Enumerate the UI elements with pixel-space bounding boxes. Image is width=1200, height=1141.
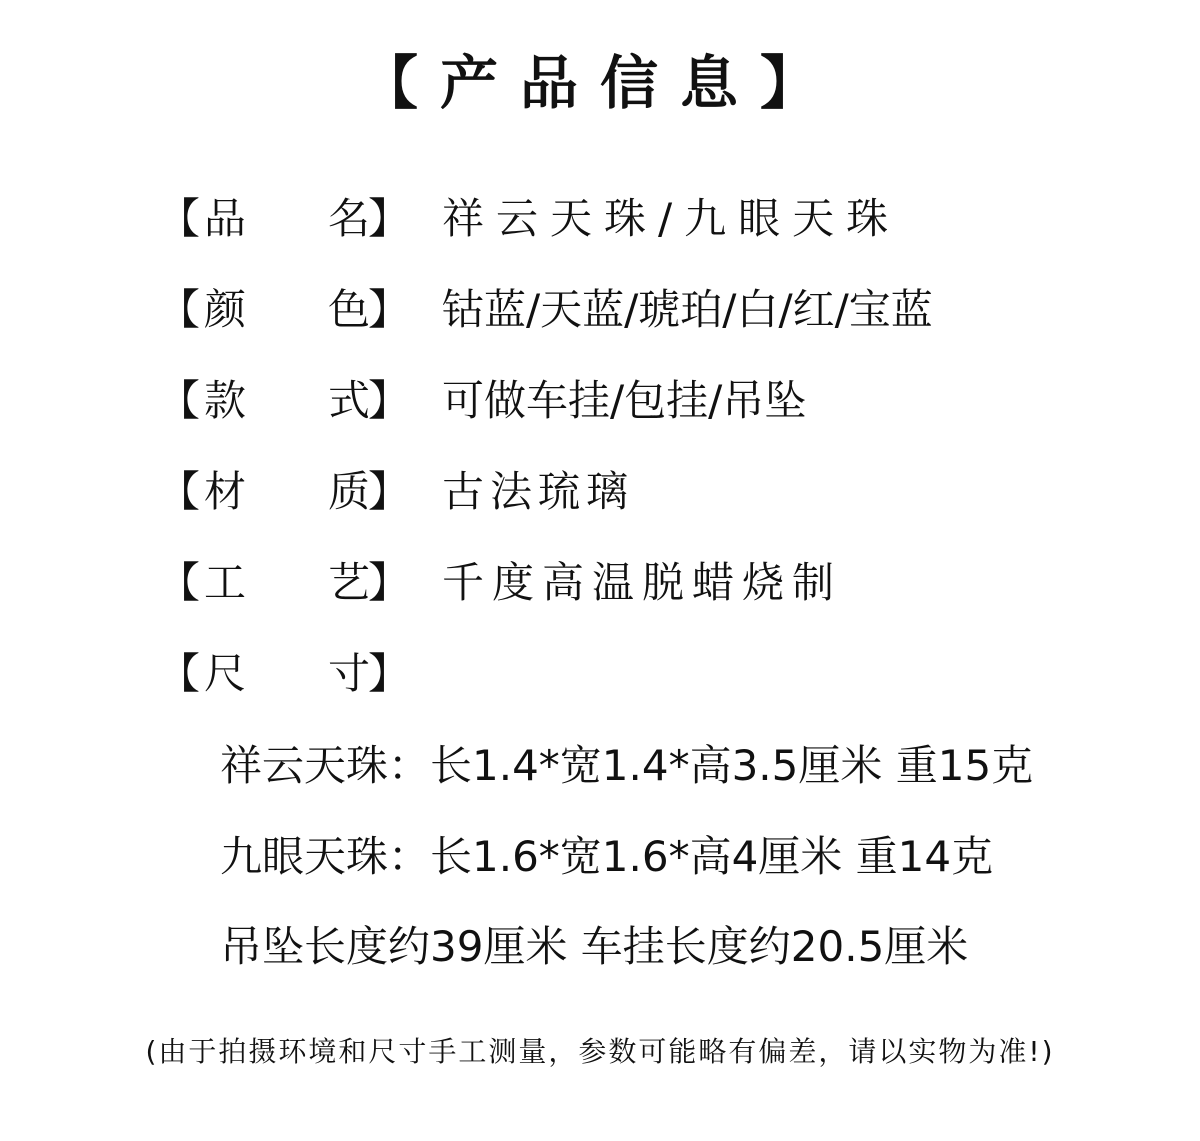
info-row-name xyxy=(158,190,901,250)
info-label xyxy=(158,190,418,250)
label-char-1: 颜 xyxy=(204,285,247,334)
label-char-1: 品 xyxy=(204,194,247,243)
disclaimer-note: (由于拍摄环境和尺寸手工测量，参数可能略有偏差，请以实物为准!) xyxy=(145,1035,1055,1068)
label-char-1: 工 xyxy=(204,558,247,607)
bracket-close: 】 xyxy=(368,467,411,516)
info-label xyxy=(158,372,418,432)
info-row-style xyxy=(158,372,807,432)
label-char-2: 式 xyxy=(328,376,371,425)
info-row-material xyxy=(158,463,635,523)
info-value-craft: 千度高温脱蜡烧制 xyxy=(442,558,843,607)
bracket-open: 【 xyxy=(158,649,201,698)
bracket-close: 】 xyxy=(368,558,411,607)
label-char-1: 材 xyxy=(204,467,247,516)
info-label xyxy=(158,281,418,341)
info-row-size xyxy=(158,645,418,705)
bracket-close: 】 xyxy=(368,376,411,425)
bracket-open: 【 xyxy=(158,194,201,243)
label-char-2: 色 xyxy=(328,285,371,334)
info-label xyxy=(158,463,418,523)
bracket-open: 【 xyxy=(158,558,201,607)
info-value-material: 古法琉璃 xyxy=(442,467,635,516)
bracket-close: 】 xyxy=(368,194,411,243)
page-title: 【产品信息】 xyxy=(359,49,840,117)
bracket-open: 【 xyxy=(158,376,201,425)
info-row-color xyxy=(158,281,933,341)
bracket-close: 】 xyxy=(368,285,411,334)
size-line-xiangyun: 祥云天珠：长1.4*宽1.4*高3.5厘米 重15克 xyxy=(220,741,1034,790)
label-char-2: 质 xyxy=(328,467,371,516)
label-char-1: 款 xyxy=(204,376,247,425)
info-row-craft xyxy=(158,554,843,614)
info-value-color: 钴蓝/天蓝/琥珀/白/红/宝蓝 xyxy=(442,285,933,334)
label-char-2: 艺 xyxy=(328,558,371,607)
size-line-lengths: 吊坠长度约39厘米 车挂长度约20.5厘米 xyxy=(220,922,969,971)
info-value-name: 祥云天珠/九眼天珠 xyxy=(442,194,901,243)
info-label xyxy=(158,554,418,614)
label-char-1: 尺 xyxy=(204,649,247,698)
bracket-open: 【 xyxy=(158,467,201,516)
label-char-2: 名 xyxy=(328,194,371,243)
label-char-2: 寸 xyxy=(328,649,371,698)
bracket-open: 【 xyxy=(158,285,201,334)
info-label xyxy=(158,645,418,705)
info-value-style: 可做车挂/包挂/吊坠 xyxy=(442,376,807,425)
bracket-close: 】 xyxy=(368,649,411,698)
size-line-jiuyan: 九眼天珠：长1.6*宽1.6*高4厘米 重14克 xyxy=(220,832,994,881)
